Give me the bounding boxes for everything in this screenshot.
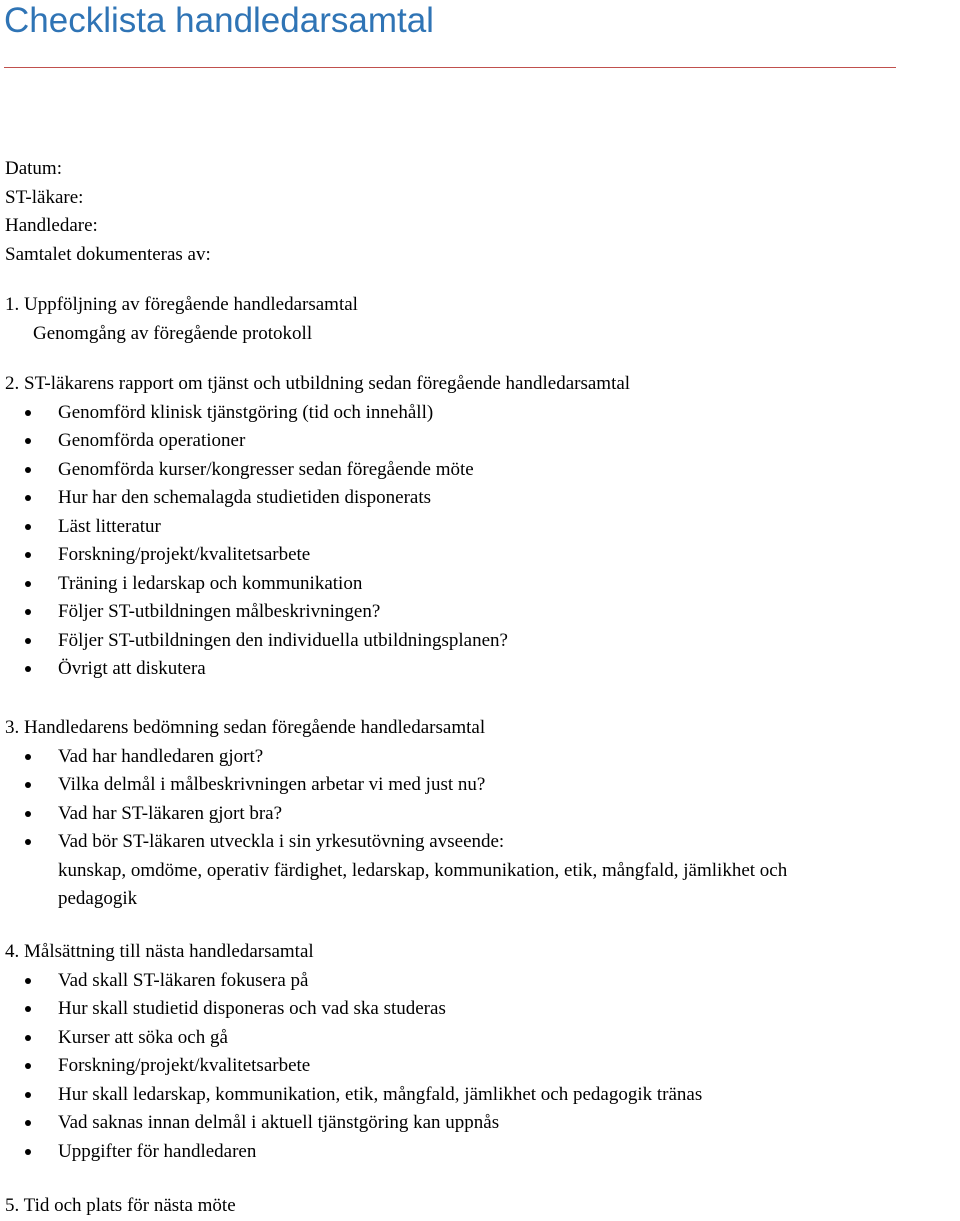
list-item: Forskning/projekt/kvalitetsarbete xyxy=(5,1052,702,1081)
section-4 xyxy=(5,938,702,1166)
section-2 xyxy=(5,370,630,684)
meta-field-handledare: Handledare: xyxy=(5,215,98,236)
list-item: Kurser att söka och gå xyxy=(5,1024,702,1053)
section-3 xyxy=(5,714,787,914)
list-item: Vad saknas innan delmål i aktuell tjänstgöring kan uppnås xyxy=(5,1109,702,1138)
section-3-heading: 3. Handledarens bedömning sedan föregående handledarsamtal xyxy=(5,717,486,738)
meta-field-datum: Datum: xyxy=(5,158,62,179)
list-item: Hur skall studietid disponeras och vad ska studeras xyxy=(5,995,702,1024)
meta-fields xyxy=(5,155,211,269)
list-item: Genomförda kurser/kongresser sedan föregående möte xyxy=(5,456,630,485)
section-5 xyxy=(5,1192,236,1221)
list-item: Genomförd klinisk tjänstgöring (tid och innehåll) xyxy=(5,399,630,428)
list-item: Vad skall ST-läkaren fokusera på xyxy=(5,967,702,996)
list-item: Forskning/projekt/kvalitetsarbete xyxy=(5,541,630,570)
list-item-continuation: kunskap, omdöme, operativ färdighet, ledarskap, kommunikation, etik, mångfald, jämlikhet och xyxy=(58,859,788,881)
document-title: Checklista handledarsamtal xyxy=(4,1,434,40)
list-item: Uppgifter för handledaren xyxy=(5,1138,702,1167)
list-item: Hur skall ledarskap, kommunikation, etik, mångfald, jämlikhet och pedagogik tränas xyxy=(5,1081,702,1110)
section-1-subline: Genomgång av föregående protokoll xyxy=(33,322,313,344)
list-item-continuation: pedagogik xyxy=(58,888,138,909)
title-underline xyxy=(4,67,896,68)
list-item-multiline xyxy=(5,828,787,914)
section-3-list xyxy=(5,743,787,914)
section-4-heading: 4. Målsättning till nästa handledarsamtal xyxy=(5,941,314,962)
section-1-heading: 1. Uppföljning av föregående handledarsamtal xyxy=(5,294,358,315)
list-item: Läst litteratur xyxy=(5,513,630,542)
section-2-list xyxy=(5,399,630,684)
list-item: Vad har ST-läkaren gjort bra? xyxy=(5,800,787,829)
list-item: Följer ST-utbildningen den individuella utbildningsplanen? xyxy=(5,627,630,656)
list-item: Hur har den schemalagda studietiden disponerats xyxy=(5,484,630,513)
section-5-heading: 5. Tid och plats för nästa möte xyxy=(5,1195,236,1216)
list-item-text: Vad bör ST-läkaren utveckla i sin yrkesutövning avseende: xyxy=(58,831,505,852)
list-item: Genomförda operationer xyxy=(5,427,630,456)
list-item: Vad har handledaren gjort? xyxy=(5,743,787,772)
section-2-heading: 2. ST-läkarens rapport om tjänst och utbildning sedan föregående handledarsamtal xyxy=(5,373,631,394)
list-item: Träning i ledarskap och kommunikation xyxy=(5,570,630,599)
section-4-list xyxy=(5,967,702,1167)
meta-field-st-lakare: ST-läkare: xyxy=(5,186,84,208)
meta-field-dokumenteras-av: Samtalet dokumenteras av: xyxy=(5,243,211,265)
section-1 xyxy=(5,291,358,348)
list-item: Övrigt att diskutera xyxy=(5,655,630,684)
list-item: Vilka delmål i målbeskrivningen arbetar vi med just nu? xyxy=(5,771,787,800)
list-item: Följer ST-utbildningen målbeskrivningen? xyxy=(5,598,630,627)
